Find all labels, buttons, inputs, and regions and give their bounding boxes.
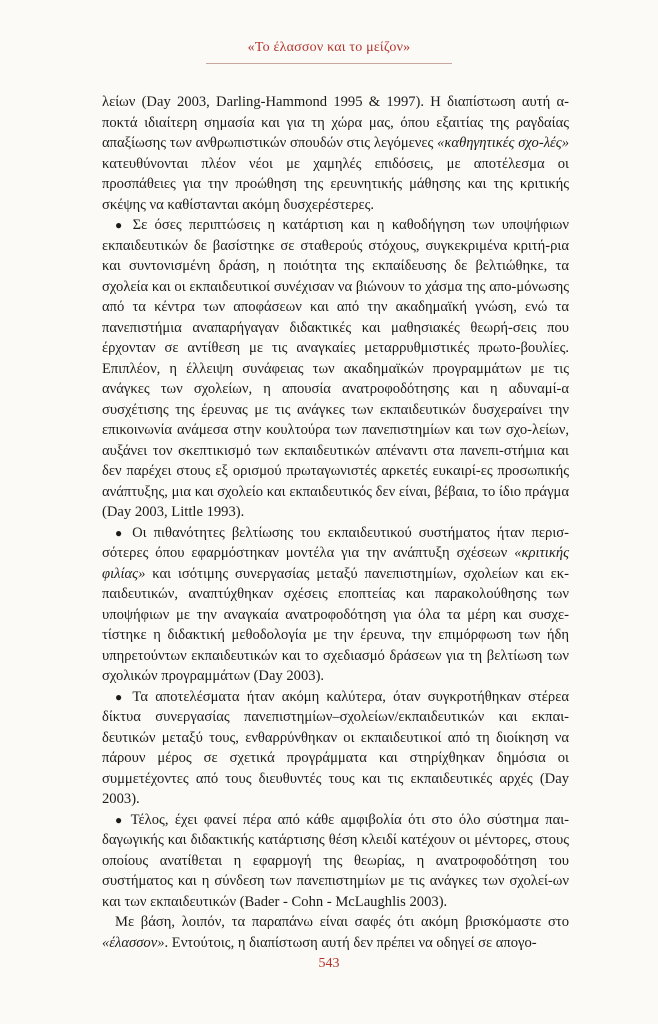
paragraph bbox=[102, 912, 569, 953]
bullet-icon: ● bbox=[115, 812, 131, 827]
bullet-icon: ● bbox=[115, 525, 133, 540]
paragraph-text: Με βάση, λοιπόν, τα παραπάνω είναι σαφές ότι ακόμη βρισκόμαστε στο bbox=[115, 914, 569, 930]
paragraph-text: κατευθύνονται πλέον νέοι με χαμηλές επιδόσεις, με αποτέλεσμα οι προσπάθειες για την προώθηση της ερευνητικής μάθησης και της κριτικής σκέψης να καθίστανται ακόμη δυσχερέστερες. bbox=[102, 155, 569, 213]
header-rule bbox=[206, 63, 452, 64]
bullet-paragraph bbox=[102, 523, 569, 687]
emphasized-text: «κριτικής φιλίας» bbox=[102, 545, 569, 582]
paragraph-text: και ισότιμης συνεργασίας μεταξύ πανεπιστημίων, σχολείων και εκ-παιδευτικών, αναπτύχθηκαν σχέσεις εποπτείας και παρακολούθησης των υποψήφιων με την αναγκαία ανατροφοδότηση για όλα τα μέρη και συσχε-τίστηκε η διδακτική μεθοδολογία με την έρευνα, την επιμόρφωση των ήδη υπηρετούντων εκπαιδευτικών και το σχεδιασμό δράσεων για τη βελτίωση των σχολικών προγραμμάτων (Day 2003). bbox=[102, 565, 569, 684]
paragraph-text: . Εντούτοις, η διαπίστωση αυτή δεν πρέπει να οδηγεί σε απογο- bbox=[164, 934, 537, 951]
bullet-icon: ● bbox=[115, 218, 133, 232]
bullet-paragraph bbox=[102, 215, 569, 523]
page-number: 543 bbox=[318, 956, 340, 971]
paragraph-text: Σε όσες περιπτώσεις η κατάρτιση και η καθοδήγηση των υποψήφιων εκπαιδευτικών δε βασίστηκε σε σταθερούς στόχους, συγκεκριμένα κριτή-ρια και συντονισμένη δράση, η ποιότητα της εκπαίδευσης δε βελτιώθηκε, τα σχολεία και οι εκπαιδευτικοί συνέχισαν να βιώνουν το χάσμα της απο-μόνωσης από τα κέντρα των αποφάσεων και από την ακαδημαϊκή γνώση, ενώ τα πανεπιστήμια αναπαρήγαγαν διδακτικές και μαθησιακές θεωρή-σεις που έρχονταν σε αντίθεση με τις αναγκαίες μεταρρυθμιστικές πρωτο-βουλίες. Επιπλέον, η έλλειψη συνάφειας των ακαδημαϊκών προγραμμάτων με τις ανάγκες των σχολείων, η απουσία ανατροφοδότησης και η αδυναμί-α συσχέτισης της έρευνας με τις ανάγκες των εκπαιδευτικών δυσχεραίνει την επικοινωνία ανάμεσα στην κουλτούρα των πανεπιστημίων και των σχο-λείων, αυξάνει τον σκεπτικισμό των εκπαιδευτικών απέναντι στα πανεπι-στήμια και δεν παρέχει στους εξ ορισμού πρωταγωνιστές αρκετές ευκαιρί-ες προσωπικής ανάπτυξης, μια και σχολείο και εκπαιδευτικός δεν είναι, βέβαια, το ίδιο πράγμα (Day 2003, Little 1993). bbox=[102, 217, 569, 520]
bullet-paragraph bbox=[102, 810, 569, 913]
emphasized-text: «καθηγητικές σχο-λές» bbox=[437, 135, 569, 151]
paragraph-text: Τέλος, έχει φανεί πέρα από κάθε αμφιβολία ότι στο όλο σύστημα παι-δαγωγικής και διδακτικής κατάρτισης θέση κλειδί κατέχουν οι μέντορες, στους οποίους ανατίθεται η εφαρμογή της θεωρίας, η ανατροφοδότηση του συστήματος και η σύνδεση των πανεπιστημίων με τις ανάγκες των σχολεί-ων και των εκπαιδευτικών (Bader - Cohn - McLaughlis 2003). bbox=[102, 811, 569, 910]
bullet-paragraph bbox=[102, 687, 569, 810]
bullet-icon: ● bbox=[115, 689, 133, 704]
paragraph-text: λείων (Day 2003, Darling-Hammond 1995 & 1997). Η διαπίστωση αυτή α-ποκτά ιδιαίτερη σημασία και για τη χώρα μας, όπου εξαιτίας της ραγδαίας απαξίωσης των ανθρωπιστικών σπουδών στις λεγόμενες bbox=[102, 94, 569, 151]
emphasized-text: «έλασσον» bbox=[102, 934, 165, 951]
running-title: «Το έλασσον και το μείζον» bbox=[247, 40, 411, 55]
paragraph-text: Τα αποτελέσματα ήταν ακόμη καλύτερα, όταν συγκροτήθηκαν στέρεα δίκτυα συνεργασίας πανεπιστημίων–σχολείων/εκπαιδευτικών και εκπαι-δευτικών μεταξύ τους, ενθαρρύνθηκαν οι εκπαιδευτικοί από τη διοίκηση να πάρουν μέρος σε σχετικά προγράμματα και στηρίχθηκαν δημόσια οι συμμετέχοντες από τους διευθυντές τους και τις εκπαιδευτικές αρχές (Day 2003). bbox=[102, 688, 569, 807]
paragraph bbox=[102, 92, 569, 215]
body-text bbox=[102, 92, 569, 953]
paragraph-text: Οι πιθανότητες βελτίωσης του εκπαιδευτικού συστήματος ήταν περισ-σότερες όπου εφαρμόστηκαν μοντέλα για την ανάπτυξη σχέσεων bbox=[102, 524, 569, 561]
